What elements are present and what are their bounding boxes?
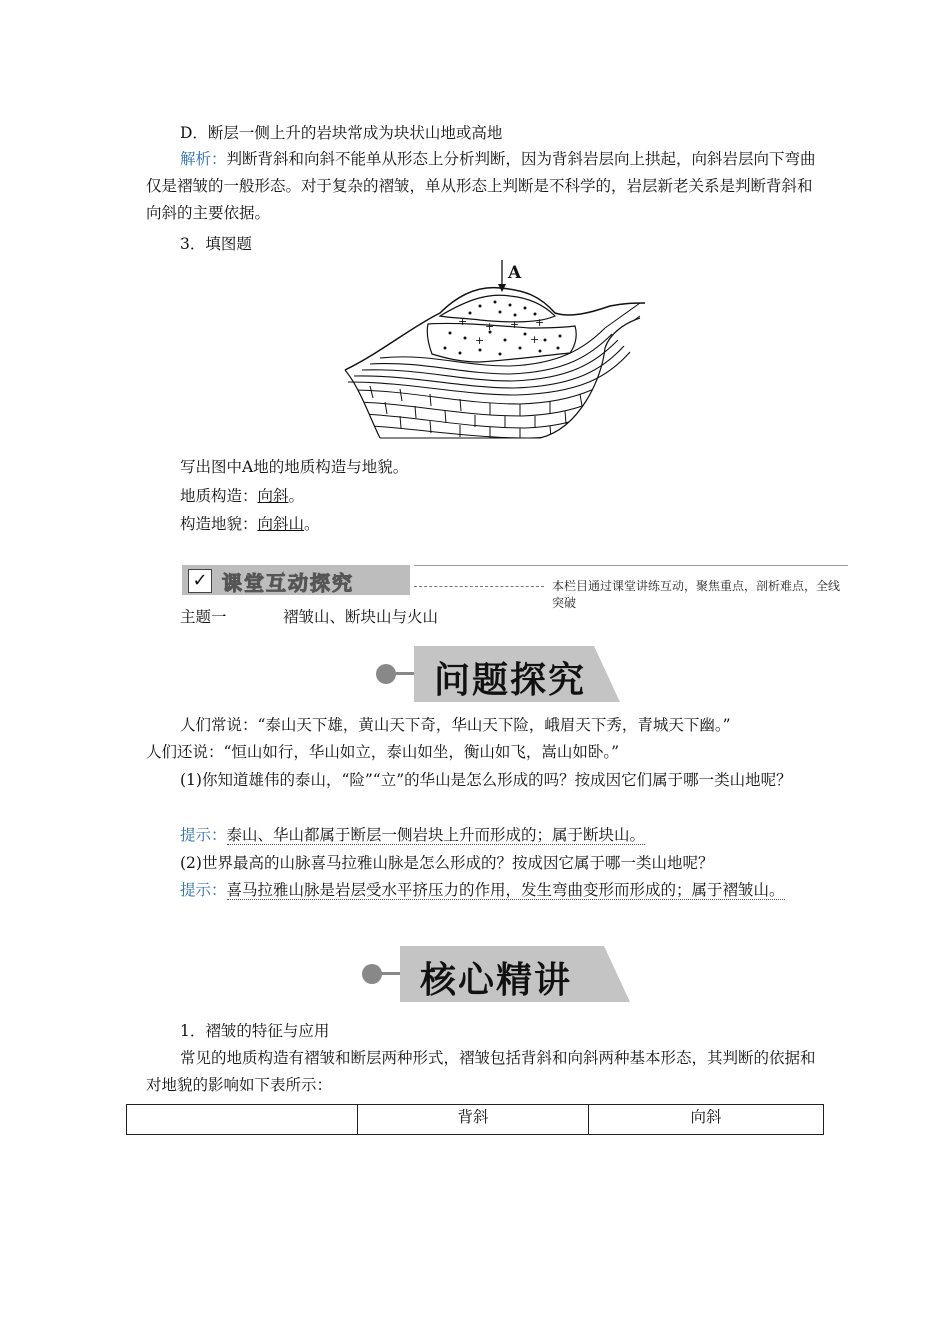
hint-1 [180,824,645,846]
table-header-cell: 向斜 [589,1105,824,1135]
structure-answer: 向斜 [257,487,289,505]
landform-label: 构造地貌： [180,515,258,533]
bullet-dash [394,672,416,675]
analysis-paragraph [146,146,816,227]
q3-structure [180,485,304,507]
analysis-label: 解析： [180,150,227,168]
svg-text:+: + [535,316,545,329]
bullet-dash [380,972,402,975]
topic-label: 主题一 [180,608,227,626]
q3-title: 3．填图题 [180,235,252,253]
hint-2 [146,877,816,904]
svg-text:+: + [458,315,468,328]
banner-rule [414,565,848,566]
option-d: D．断层一侧上升的岩块常成为块状山地或高地 [180,124,503,142]
banner-note: 本栏目通过课堂讲练互动，聚焦重点，剖析难点，全线突破 [552,579,841,610]
section-heading-core [362,946,630,1002]
point-a-label: A [508,263,522,283]
svg-text:+: + [475,334,485,347]
hint-1-text: 泰山、华山都属于断层一侧岩块上升而形成的；属于断块山。 [226,826,646,844]
heading-text: 问题探究 [434,660,587,701]
heading-text: 核心精讲 [420,960,573,1001]
banner-title: 课堂互动探究 [222,571,354,595]
topic-title: 褶皱山、断块山与火山 [283,608,439,626]
limestone-layers [350,303,640,439]
svg-text:+: + [510,318,520,331]
fold-heading: 1．褶皱的特征与应用 [180,1022,330,1040]
fold-paragraph: 常见的地质构造有褶皱和断层两种形式，褶皱包括背斜和向斜两种基本形态，其判断的依据和对地貌的影响如下表所示： [146,1049,816,1094]
svg-text:+: + [530,333,540,346]
hint-1-label: 提示： [180,826,227,844]
syncline-mountain-figure [340,258,650,448]
q3-landform [180,513,320,535]
structure-period: 。 [288,487,305,505]
table-header-cell [127,1105,358,1135]
fold-table [126,1104,824,1135]
plus-marks [458,315,544,347]
structure-label: 地质构造： [180,487,258,505]
banner-dashed-line [414,586,544,587]
bullet-dot-icon [362,964,382,984]
question-1: (1)你知道雄伟的泰山，“险”“立”的华山是怎么形成的吗？按成因它们属于哪一类山地呢？ [180,771,792,789]
landform-period: 。 [304,515,320,533]
intro-line-2: 人们还说：“恒山如行，华山如立，泰山如坐，衡山如飞，嵩山如卧。” [146,743,620,761]
section-banner [182,565,848,610]
checkmark-icon: ✓ [188,569,212,593]
q3-prompt: 写出图中A地的地质构造与地貌。 [180,458,409,476]
intro-line-1: 人们常说：“泰山天下雄，黄山天下奇，华山天下险，峨眉天下秀，青城天下幽。” [180,716,731,734]
landform-answer: 向斜山 [257,515,305,533]
svg-text:+: + [485,320,495,333]
hint-2-text: 喜马拉雅山脉是岩层受水平挤压力的作用，发生弯曲变形而形成的；属于褶皱山。 [226,881,785,899]
section-heading-inquiry [376,646,621,702]
table-header-row [127,1105,824,1135]
table-header-cell: 背斜 [358,1105,589,1135]
hint-2-label: 提示： [180,881,227,899]
analysis-text: 判断背斜和向斜不能单从形态上分析判断，因为背斜岩层向上拱起，向斜岩层向下弯曲仅是褶皱的一般形态。对于复杂的褶皱，单从形态上判断是不科学的，岩层新老关系是判断背斜和向斜的主要依据。 [146,150,816,222]
bullet-dot-icon [376,664,396,684]
question-2: (2)世界最高的山脉喜马拉雅山脉是怎么形成的？按成因它属于哪一类山地呢？ [180,854,714,872]
